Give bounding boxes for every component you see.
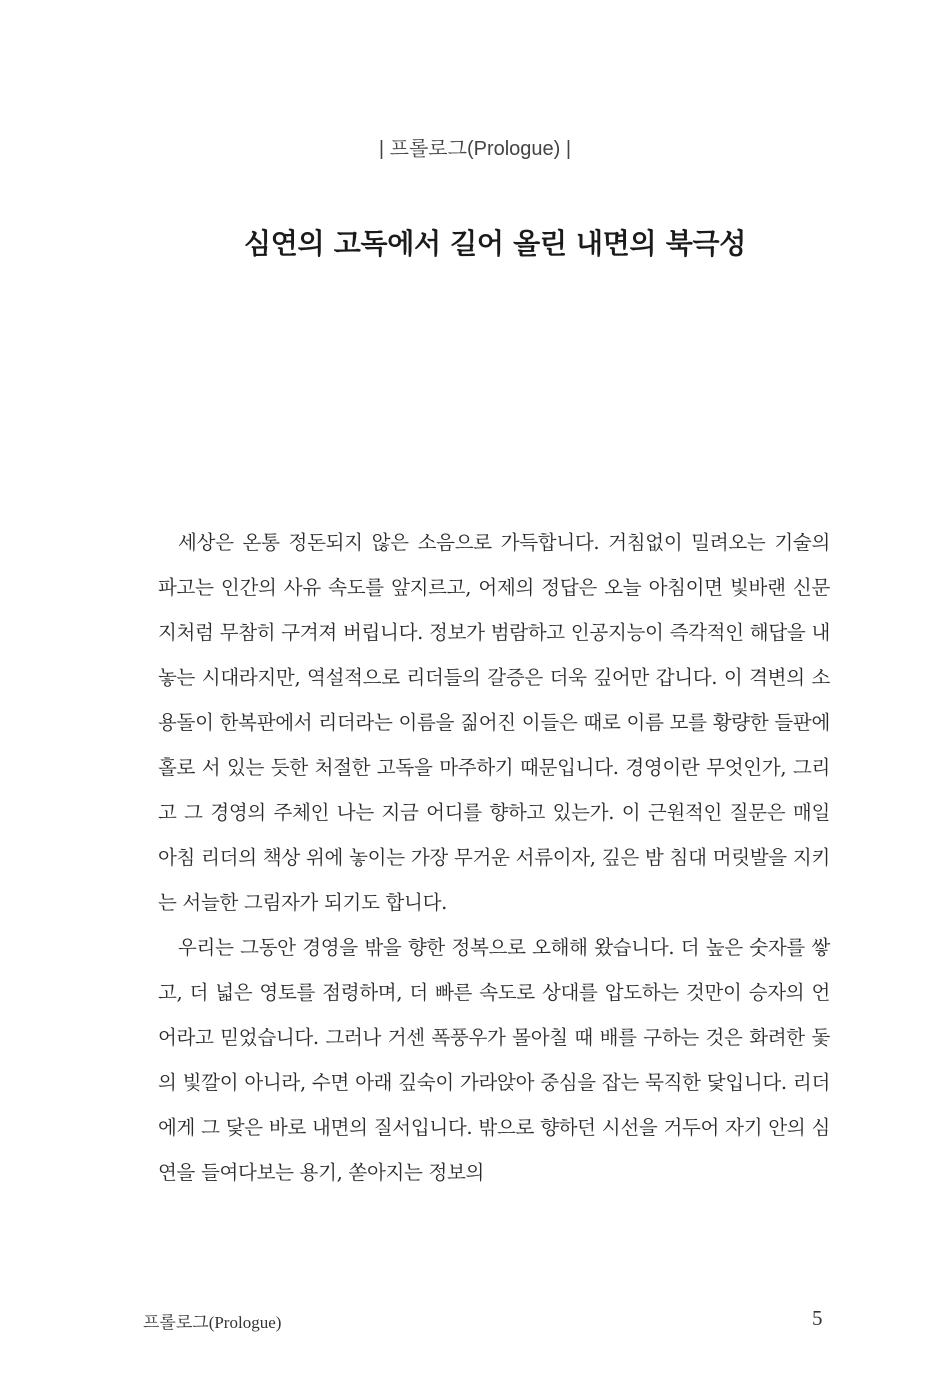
section-label: | 프롤로그(Prologue) | bbox=[378, 138, 572, 160]
body-text bbox=[158, 520, 830, 1195]
paragraph: 우리는 그동안 경영을 밖을 향한 정복으로 오해해 왔습니다. 더 높은 숫자를 쌓고, 더 넓은 영토를 점령하며, 더 빠른 속도로 상대를 압도하는 것만이 승자의 언어라고 믿었습니다. 그러나 거센 폭풍우가 몰아칠 때 배를 구하는 것은 화려한 돛의 빛깔이 아니라, 수면 아래 깊숙이 가라앉아 중심을 잡는 묵직한 닻입니다. 리더에게 그 닻은 바로 내면의 질서입니다. 밖으로 향하던 시선을 거두어 자기 안의 심연을 들여다보는 용기, 쏟아지는 정보의 bbox=[158, 936, 830, 1184]
paragraph: 세상은 온통 정돈되지 않은 소음으로 가득합니다. 거침없이 밀려오는 기술의 파고는 인간의 사유 속도를 앞지르고, 어제의 정답은 오늘 아침이면 빛바랜 신문지처럼 무참히 구겨져 버립니다. 정보가 범람하고 인공지능이 즉각적인 해답을 내놓는 시대라지만, 역설적으로 리더들의 갈증은 더욱 깊어만 갑니다. 이 격변의 소용돌이 한복판에서 리더라는 이름을 짊어진 이들은 때로 이름 모를 황량한 들판에 홀로 서 있는 듯한 처절한 고독을 마주하기 때문입니다. 경영이란 무엇인가, 그리고 그 경영의 주체인 나는 지금 어디를 향하고 있는가. 이 근원적인 질문은 매일 아침 리더의 책상 위에 놓이는 가장 무거운 서류이자, 깊은 밤 침대 머릿발을 지키는 서늘한 그림자가 되기도 합니다. bbox=[158, 531, 830, 914]
chapter-title: 심연의 고독에서 길어 올린 내면의 북극성 bbox=[244, 227, 746, 260]
page-number: 5 bbox=[812, 1306, 823, 1330]
running-footer-title: 프롤로그(Prologue) bbox=[143, 1313, 282, 1332]
